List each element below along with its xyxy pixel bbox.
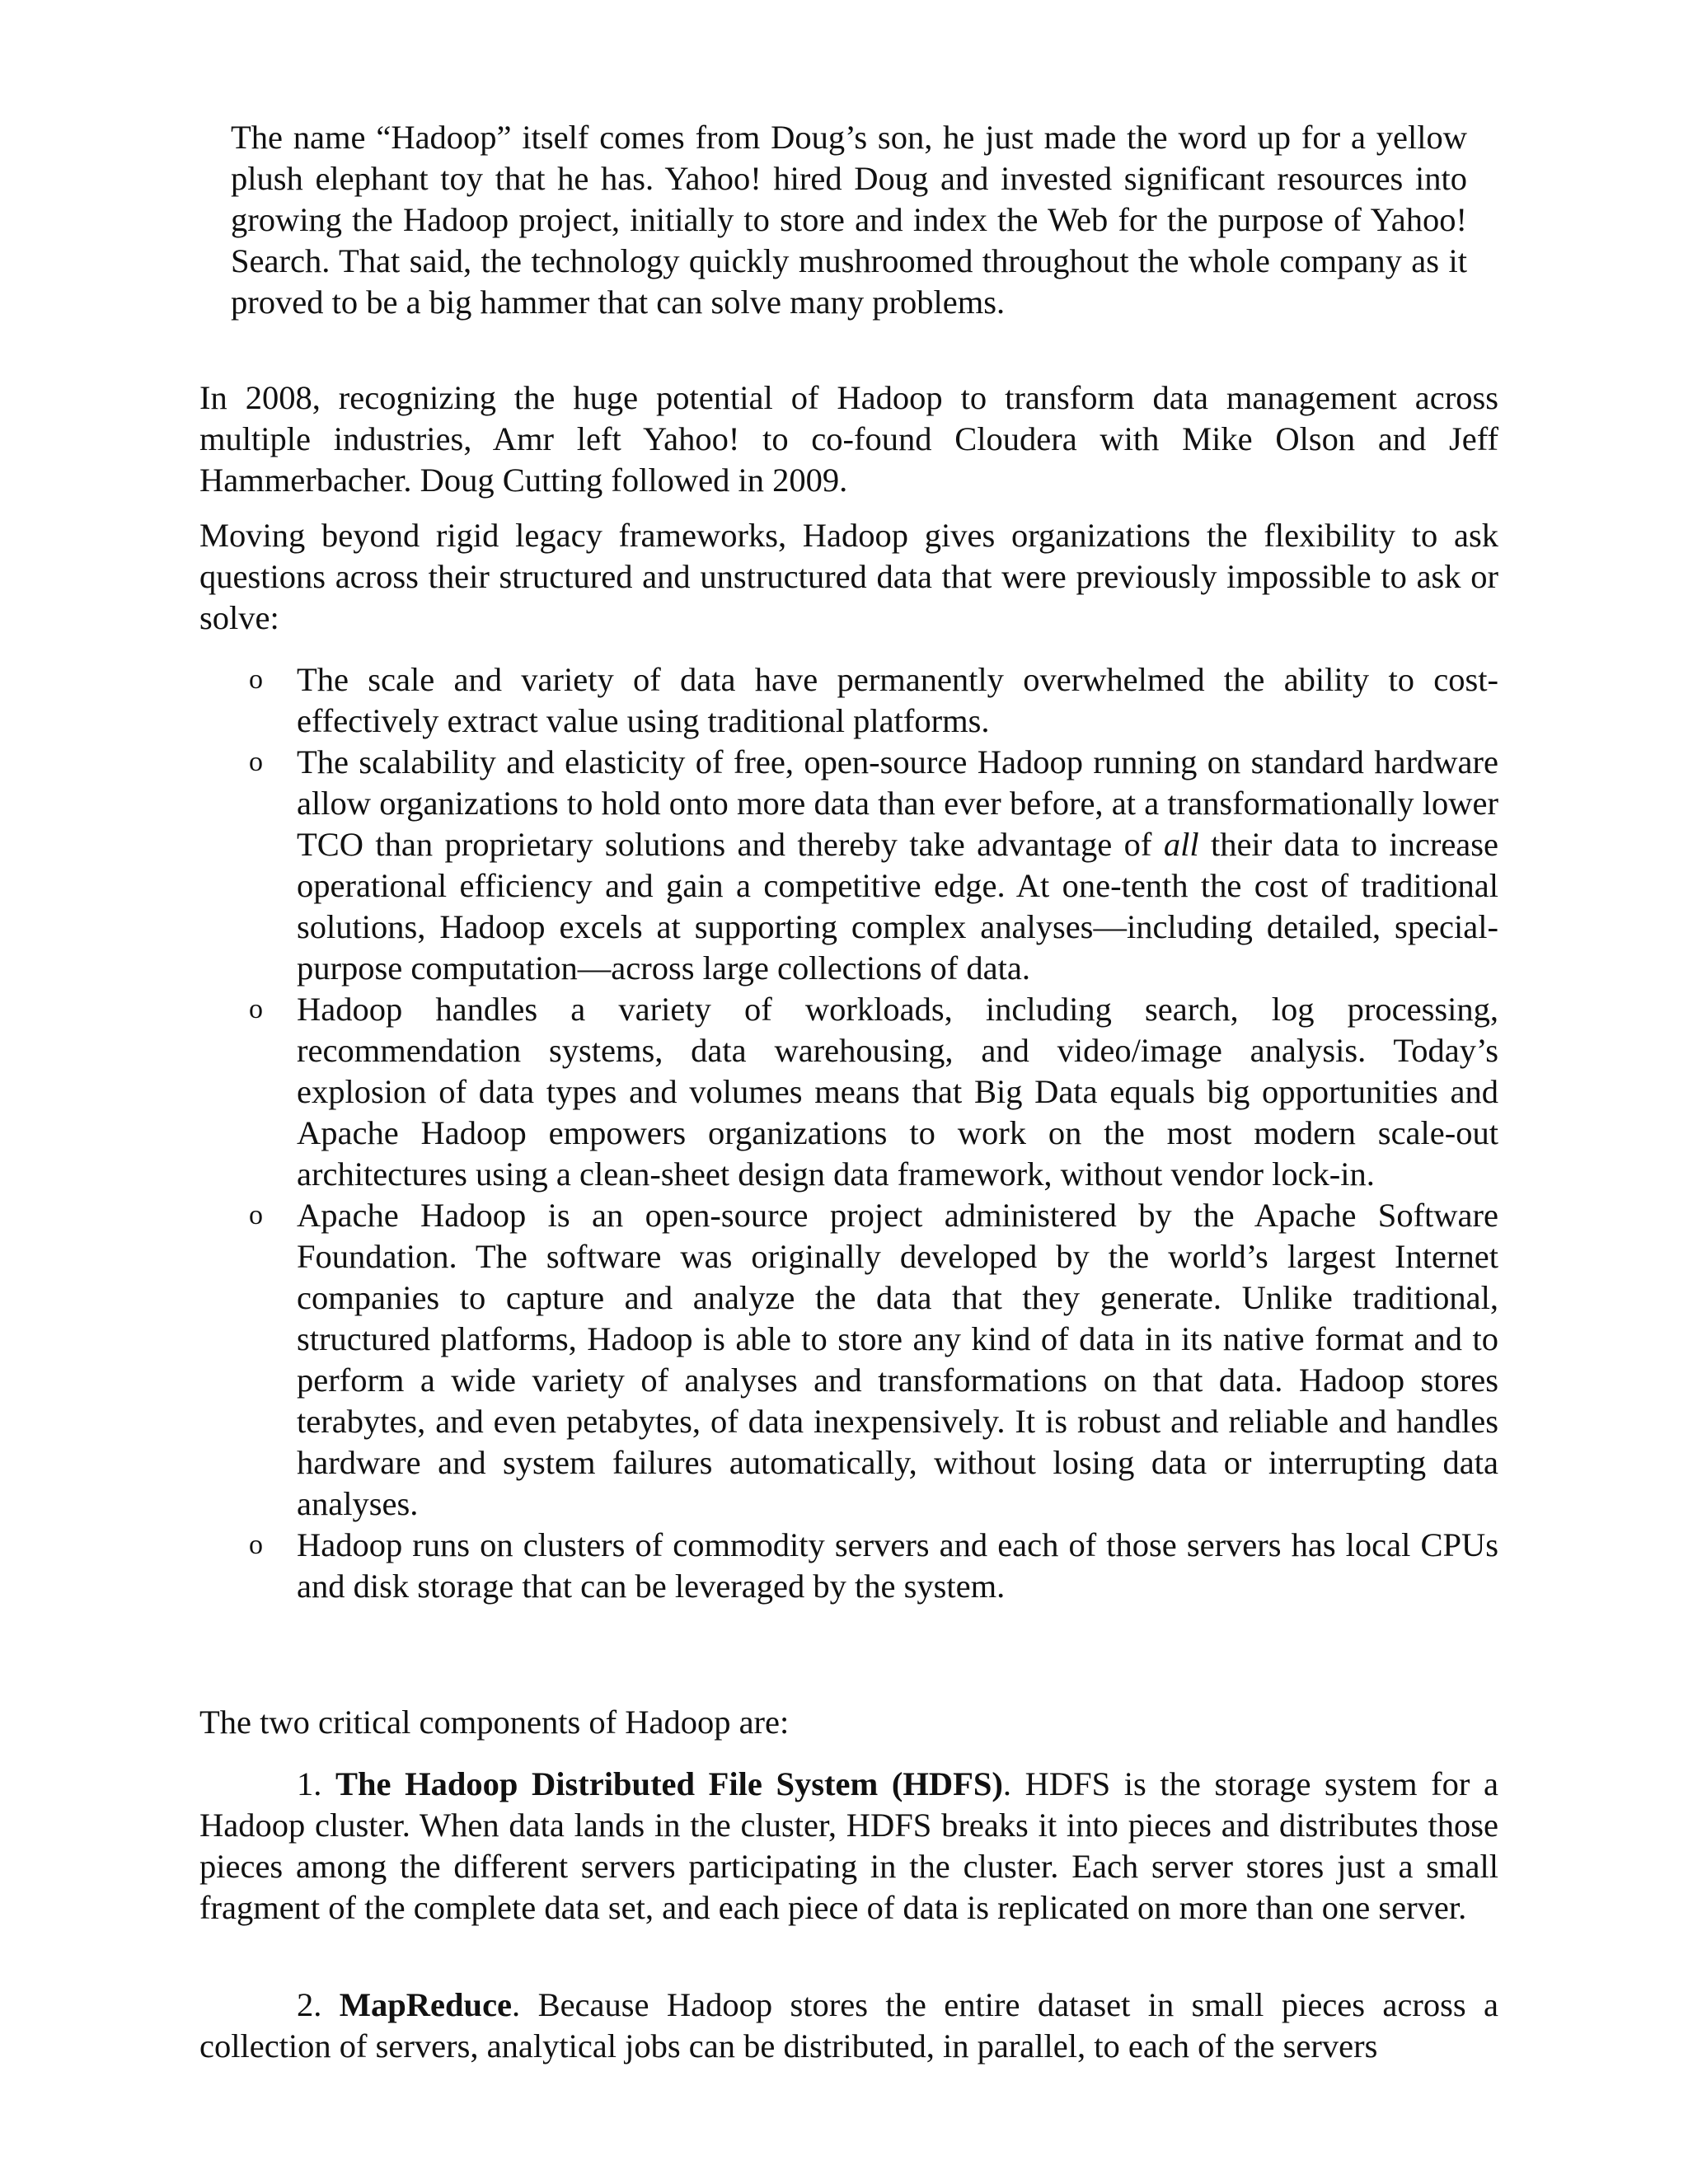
hdfs-paragraph [199, 1764, 1498, 1929]
bullet-marker: o [249, 747, 263, 777]
bullet-text-part: their data to increase operational efficiency and gain a competitive edge. At one-tenth the cost of traditional solutions, Hadoop excels at supporting complex analyses—including detailed, special-purpose computation—across large collections of data. [297, 826, 1499, 987]
list-item [199, 1525, 1498, 1607]
bullet-marker: o [249, 1530, 263, 1560]
quote-paragraph: The name “Hadoop” itself comes from Doug’s son, he just made the word up for a yellow plush elephant toy that he has. Yahoo! hired Doug and invested significant resources into growing the Hadoop project, initially to store and index the Web for the purpose of Yahoo! Search. That said, the technology quickly mushroomed throughout the whole company as it proved to be a big hammer that can solve many problems. [231, 119, 1467, 321]
bullet-text: Hadoop runs on clusters of commodity servers and each of those servers has local CPUs and disk storage that can be leveraged by the system. [297, 1526, 1498, 1605]
list-item [199, 989, 1498, 1195]
hdfs-text: . HDFS is the storage system for a Hadoop cluster. When data lands in the cluster, HDFS breaks it into pieces and distributes those pieces among the different servers participating in the cluster. Each server stores just a small fragment of the complete data set, and each piece of data is replicated on more than one server. [199, 1765, 1498, 1926]
hdfs-title: The Hadoop Distributed File System (HDFS) [335, 1765, 1003, 1802]
list-item [199, 1195, 1498, 1525]
bullet-marker: o [249, 1200, 263, 1230]
paragraph-2008: In 2008, recognizing the huge potential of Hadoop to transform data management across multiple industries, Amr left Yahoo! to co-found Cloudera with Mike Olson and Jeff Hammerbacher. Doug Cutting followed in 2009. [199, 379, 1498, 499]
hdfs-number: 1. [297, 1765, 322, 1802]
mapreduce-text: . Because Hadoop stores the entire dataset in small pieces across a collection of servers, analytical jobs can be distributed, in parallel, to each of the servers [199, 1986, 1499, 2064]
bullet-text: Hadoop handles a variety of workloads, including search, log processing, recommendation systems, data warehousing, and video/image analysis. Today’s explosion of data types and volumes means that Big Data equals big opportunities and Apache Hadoop empowers organizations to work on the most modern scale-out architectures using a clean-sheet design data framework, without vendor lock-in. [297, 991, 1498, 1193]
mapreduce-title: MapReduce [339, 1986, 513, 2023]
bullet-text: The scale and variety of data have permanently overwhelmed the ability to cost-effectively extract value using traditional platforms. [297, 661, 1498, 739]
bullet-text [297, 743, 1498, 987]
bullet-marker: o [249, 994, 263, 1024]
bullet-marker: o [249, 664, 263, 695]
mapreduce-paragraph [199, 1985, 1498, 2067]
components-intro: The two critical components of Hadoop are: [199, 1704, 790, 1741]
bullet-text-part: The scalability and elasticity of free, open-source Hadoop running on standard hardware allow organizations to hold onto more data than ever before, at a transformationally lower TCO than proprietary solutions and thereby take advantage of [297, 743, 1498, 863]
paragraph-moving-beyond: Moving beyond rigid legacy frameworks, Hadoop gives organizations the flexibility to ask questions across their structured and unstructured data that were previously impossible to ask or solve: [199, 517, 1498, 636]
emphasis-all: all [1163, 826, 1199, 863]
mapreduce-number: 2. [297, 1986, 322, 2023]
list-item [199, 742, 1498, 989]
benefits-list [199, 659, 1498, 1607]
bullet-text: Apache Hadoop is an open-source project administered by the Apache Software Foundation. The software was originally developed by the world’s largest Internet companies to capture and analyze the data that they generate. Unlike traditional, structured platforms, Hadoop is able to store any kind of data in its native format and to perform a wide variety of analyses and transformations on that data. Hadoop stores terabytes, and even petabytes, of data inexpensively. It is robust and reliable and handles hardware and system failures automatically, without losing data or interrupting data analyses. [297, 1197, 1498, 1522]
list-item [199, 659, 1498, 742]
